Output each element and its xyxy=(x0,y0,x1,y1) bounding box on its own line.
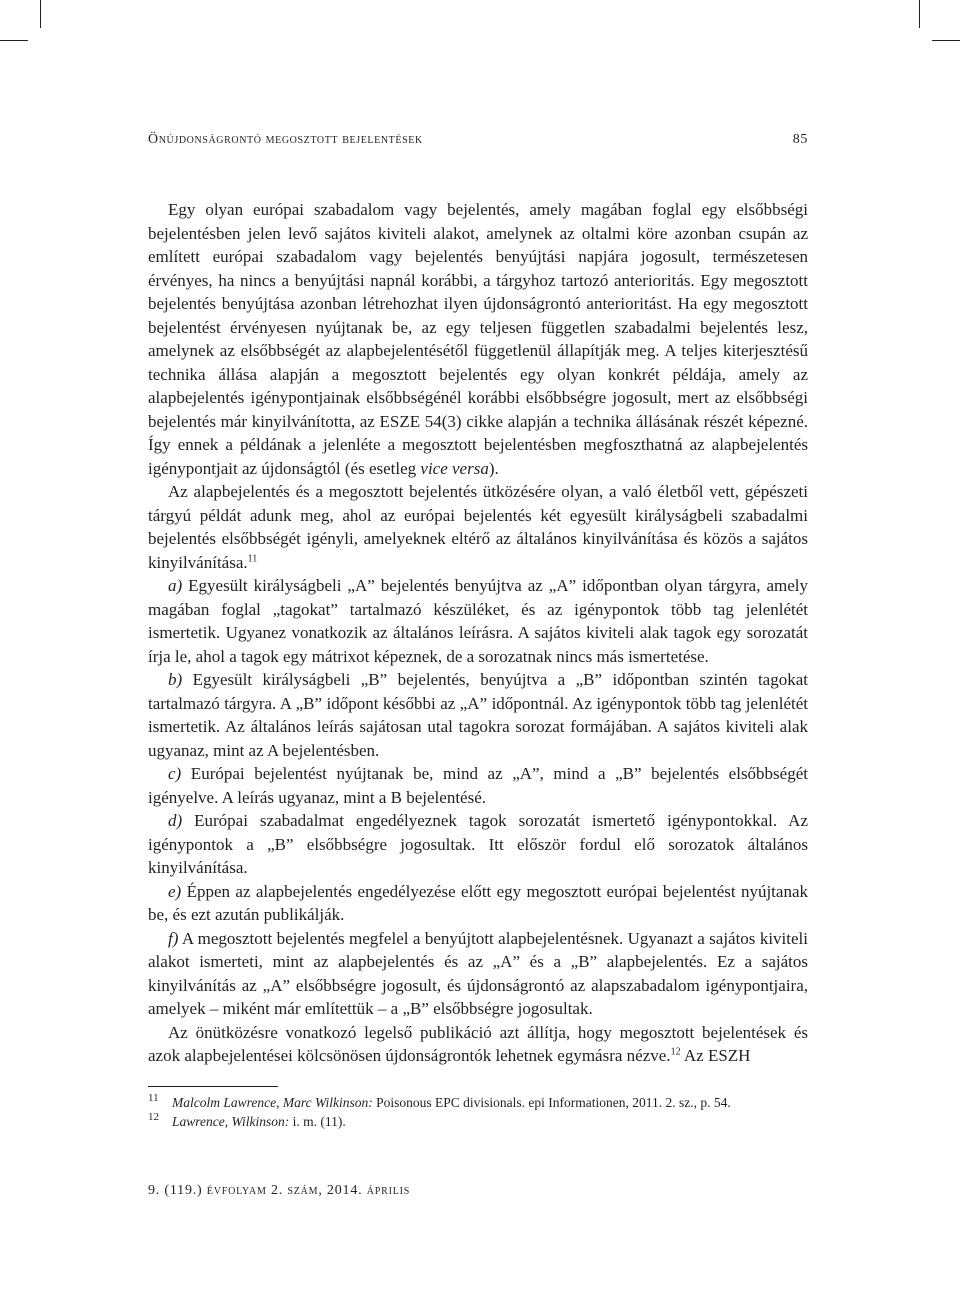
crop-mark-top-left-h xyxy=(0,40,28,41)
footnotes xyxy=(148,1093,808,1131)
crop-mark-top-right xyxy=(919,0,920,28)
item-e-text: Éppen az alapbejelentés engedélyezése előtt egy megosztott európai bejelentést nyújtanak be, és ezt azután publikálják. xyxy=(148,881,808,924)
item-d-label: d) xyxy=(168,811,183,830)
item-e xyxy=(148,880,808,927)
footnote-number: 12 xyxy=(148,1111,159,1123)
crop-mark-top-right-h xyxy=(932,40,960,41)
last-tail: Az ESZH xyxy=(680,1046,751,1065)
item-b-text: Egyesült királyságbeli „B” bejelentés, benyújtva a „B” időpontban szintén tagokat tartalmazó tárgyra. A „B” időpont későbbi az „A” időpontnál. Az igénypontok több tag jelenlétét ismertetik. Az általános leírás sajátosan utal tagokra sorozat formájában. A sajátos kiviteli alak ugyanaz, mint az A bejelentésben. xyxy=(148,670,808,760)
footnote-authors: Lawrence, Wilkinson: xyxy=(172,1114,290,1129)
item-a-label: a) xyxy=(168,576,183,595)
paragraph-1 xyxy=(148,198,808,480)
p1-text: Egy olyan európai szabadalom vagy bejelentés, amely magában foglal egy elsőbbségi bejelentésben jelen levő sajátos kiviteli alakot, amelynek az oltalmi köre azonban csupán az említett európai szabadalom vagy bejelentés benyújtási napjára jogosult, természetesen érvényes, ha nincs a benyújtási napnál korábbi, a tárgyhoz tartozó anterioritás. Egy megosztott bejelentés benyújtása azonban létrehozhat ilyen újdonságrontó anterioritást. Ha egy megosztott bejelentést érvényesen nyújtanak be, az egy teljesen független szabadalmi bejelentés lesz, amelynek az elsőbbségét az alapbejelentésétől függetlenül állapítják meg. A teljes kiterjesztésű technika állása alapján a megosztott bejelentés egy olyan konkrét példája, amely az alapbejelentés igénypontjainak elsőbbségénél korábbi elsőbbségre jogosult, mert az elsőbbségi bejelentés már kinyilvánította, az ESZE 54(3) cikke alapján a technika állásának részét képezné. Így ennek a példának a jelenléte a megosztott bejelentésben megfoszthatná az alapbejelentés igénypontjait az újdonságtól (és esetleg xyxy=(148,200,808,478)
p1-end: ). xyxy=(488,458,499,478)
footnote-11 xyxy=(148,1093,808,1112)
footnote-ref-11[interactable]: 11 xyxy=(247,552,258,564)
paragraph-last xyxy=(148,1021,808,1068)
p1-italic: vice versa xyxy=(420,458,489,478)
item-f-text: A megosztott bejelentés megfelel a benyújtott alapbejelentésnek. Ugyanazt a sajátos kiviteli alakot ismerteti, mint az alapbejelentés és az „A” és a „B” alapbejelentés. Ez a sajátos kinyilvánítás az „A” elsőbbségre jogosult, és újdonságrontó az alapszabadalom igénypontjaira, amelyek – miként már említettük – a „B” elsőbbségre jogosultak. xyxy=(148,928,808,1018)
page-number: 85 xyxy=(792,132,808,147)
item-d xyxy=(148,809,808,880)
footnote-ref-12[interactable]: 12 xyxy=(670,1046,681,1058)
footnote-authors: Malcolm Lawrence, Marc Wilkinson: xyxy=(172,1095,373,1110)
item-c-label: c) xyxy=(168,764,182,783)
item-e-label: e) xyxy=(168,881,182,901)
item-c-text: Európai bejelentést nyújtanak be, mind az „A”, mind a „B” bejelentés elsőbbségét igényelve. A leírás ugyanaz, mint a B bejelentésé. xyxy=(148,764,808,807)
item-f xyxy=(148,927,808,1021)
item-c xyxy=(148,762,808,809)
item-f-label: f) xyxy=(168,928,179,948)
item-d-text: Európai szabadalmat engedélyeznek tagok sorozatát ismertető igénypontokkal. Az igénypontok a „B” elsőbbségre jogosultak. Itt először fordul elő sorozatok általános kinyilvánítása. xyxy=(148,811,808,877)
paragraph-2 xyxy=(148,480,808,574)
footnote-12 xyxy=(148,1112,808,1131)
footnote-number: 11 xyxy=(148,1092,159,1104)
footnote-rule xyxy=(148,1086,278,1087)
issue-footer: 9. (119.) évfolyam 2. szám, 2014. április xyxy=(148,1183,411,1198)
item-a-text: Egyesült királyságbeli „A” bejelentés benyújtva az „A” időpontban olyan tárgyra, amely magában foglal „tagokat” tartalmazó készüléket, és az igénypontok több tag jelenlétét ismertetik. Ugyanez vonatkozik az általános leírásra. A sajátos kiviteli alak tagok egy sorozatát írja le, ahol a tagok egy mátrixot képeznek, de a sorozatnak nincs más ismertetése. xyxy=(148,576,808,666)
last-text: Az önütközésre vonatkozó legelső publikáció azt állítja, hogy megosztott bejelentések és azok alapbejelentései kölcsönösen újdonságrontók lehetnek egymásra nézve. xyxy=(148,1022,808,1065)
p2-text: Az alapbejelentés és a megosztott bejelentés ütközésére olyan, a való életből vett, gépészeti tárgyú példát adunk meg, ahol az európai bejelentés két egyesült királyságbeli szabadalmi bejelentés elsőbbségét igényli, amelyeknek eltérő az általános kinyilvánítása és közös a sajátos kinyilvánítása. xyxy=(148,482,808,572)
footnote-text: Poisonous EPC divisionals. epi Informationen, 2011. 2. sz., p. 54. xyxy=(372,1095,731,1110)
running-title: Önújdonságrontó megosztott bejelentések xyxy=(148,132,423,147)
crop-mark-top-left xyxy=(40,0,41,28)
item-a xyxy=(148,574,808,668)
main-text xyxy=(148,198,808,1068)
item-b-label: b) xyxy=(168,670,183,689)
item-b xyxy=(148,668,808,762)
footnote-text: i. m. (11). xyxy=(289,1114,346,1129)
